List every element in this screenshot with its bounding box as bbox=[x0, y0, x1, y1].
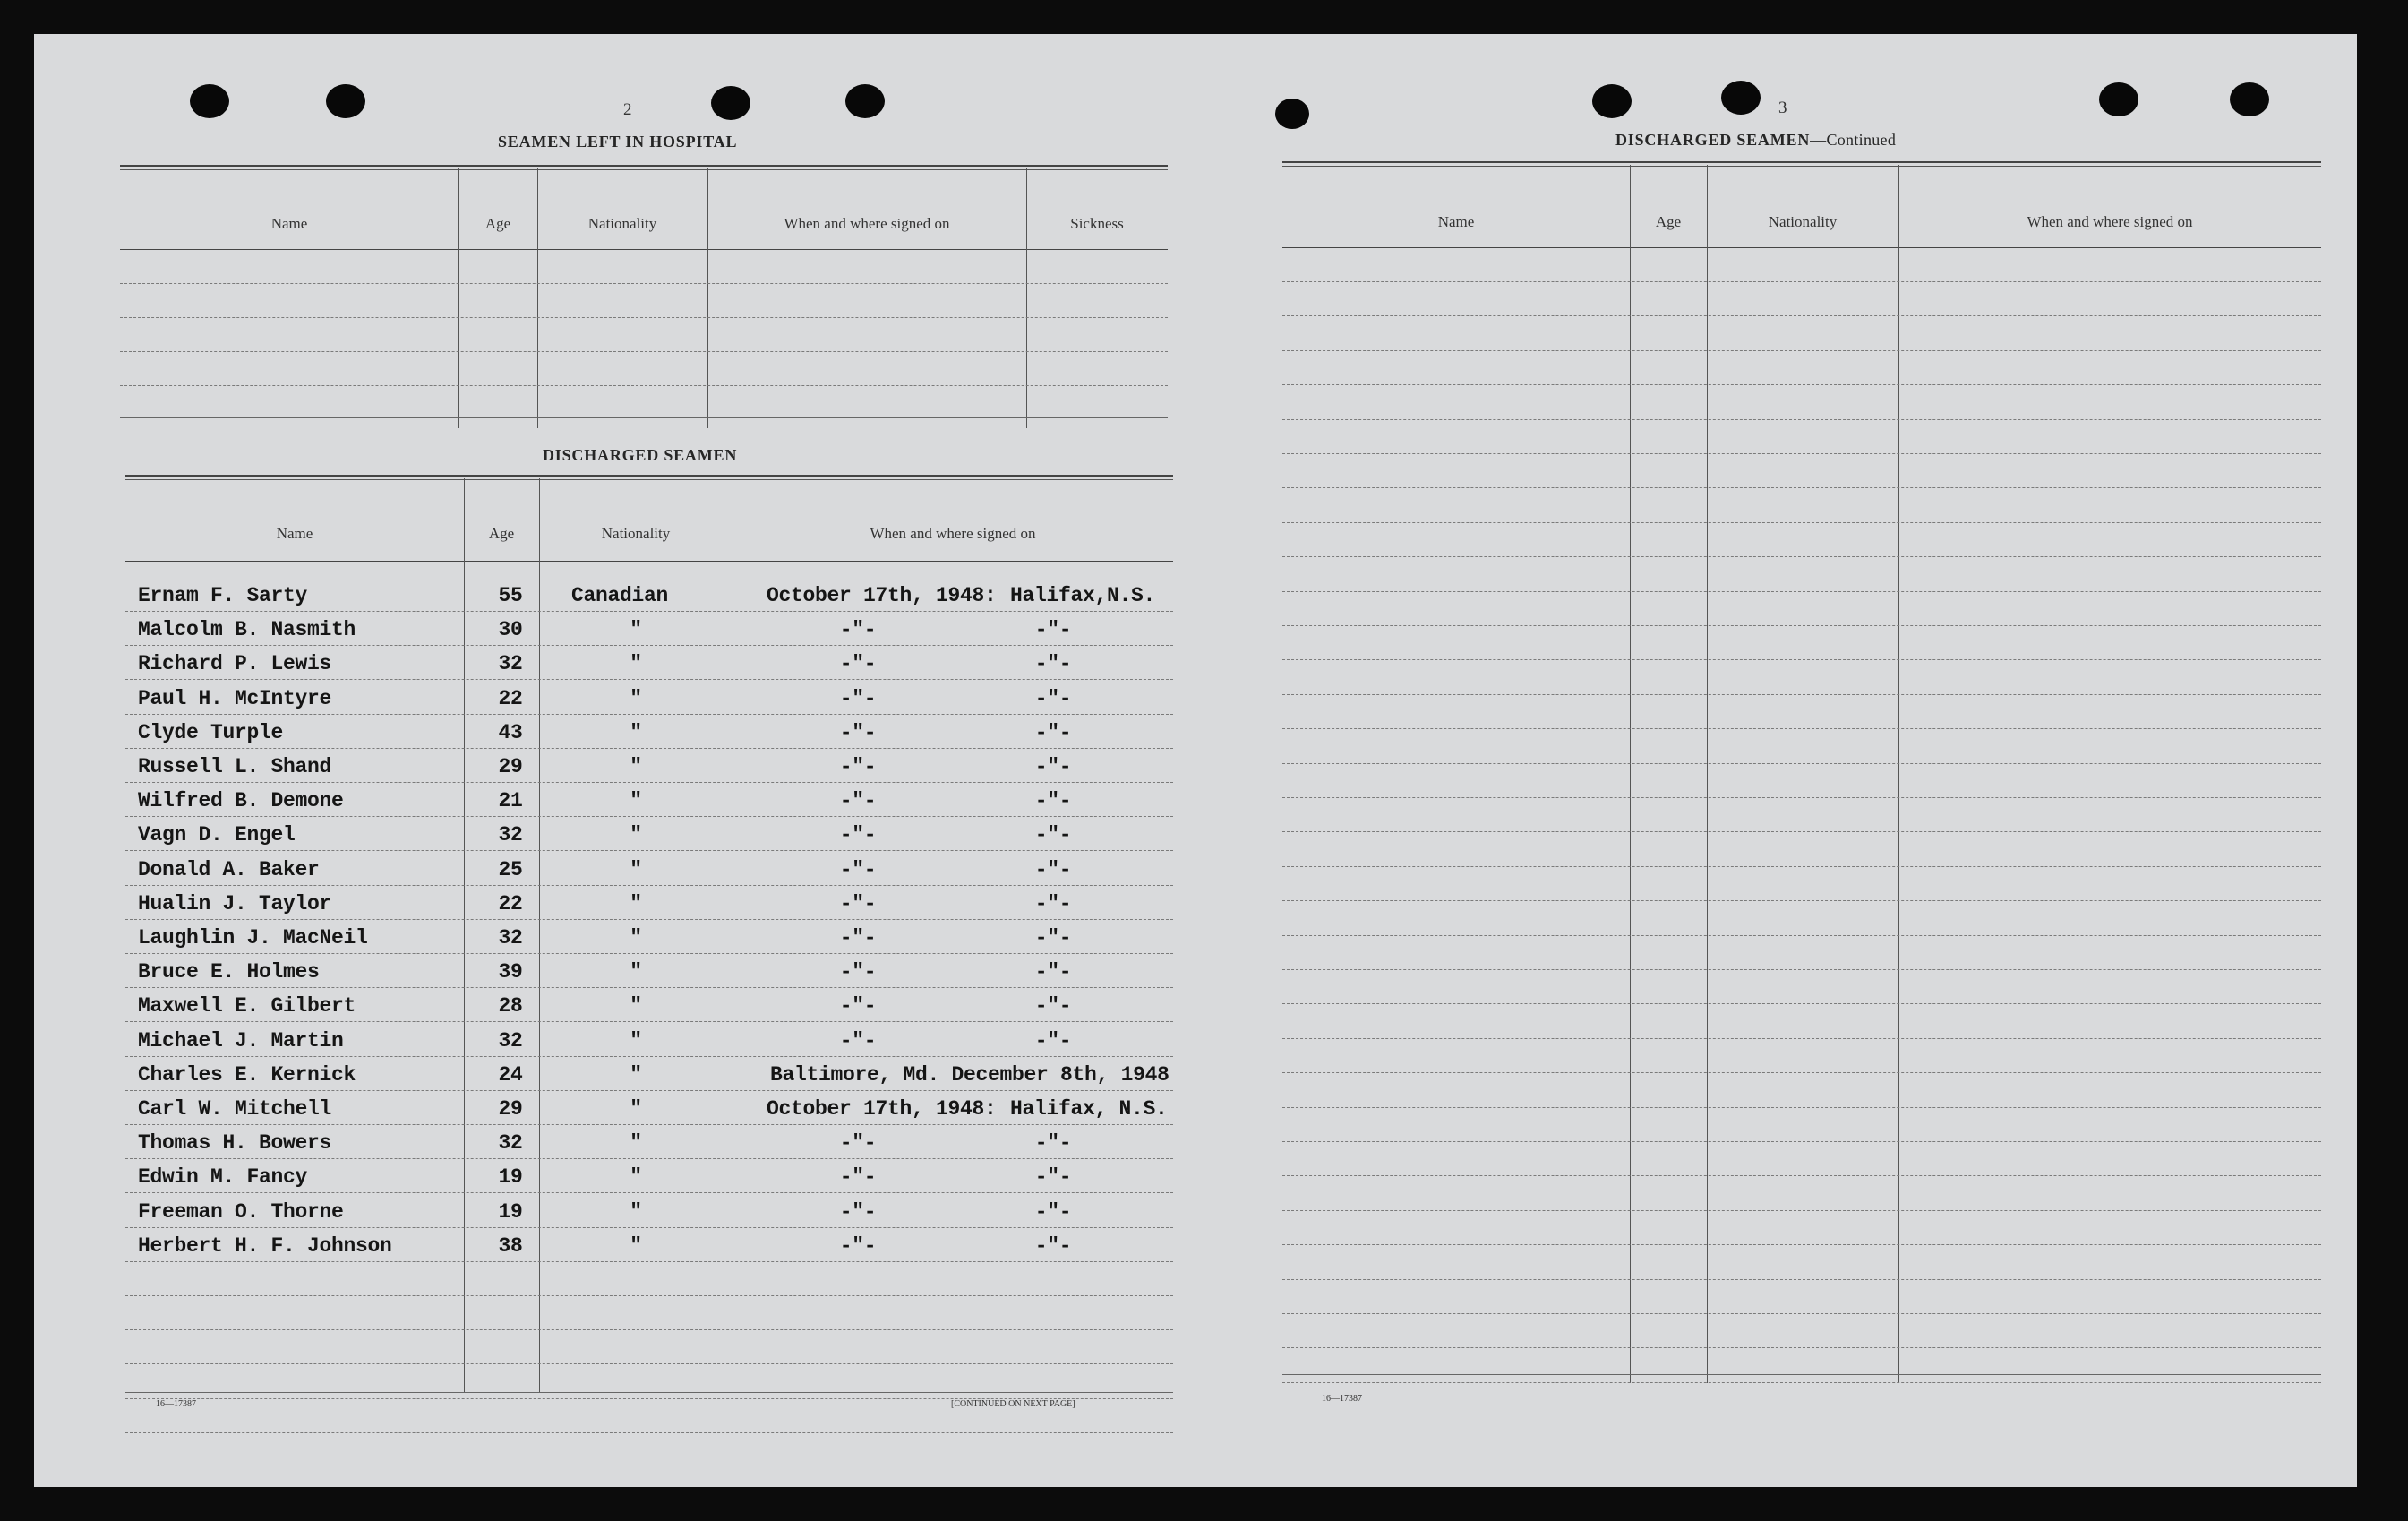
seaman-signed-on-date: -"- bbox=[839, 755, 877, 778]
hospital-col-nationality: Nationality bbox=[587, 215, 657, 232]
seaman-signed-on-date: -"- bbox=[839, 720, 877, 744]
seaman-age: 25 bbox=[498, 857, 523, 881]
seaman-name: Richard P. Lewis bbox=[138, 652, 332, 676]
right-title-main: DISCHARGED SEAMEN bbox=[1615, 131, 1811, 149]
seaman-signed-on-place: -"- bbox=[1034, 1199, 1072, 1224]
seaman-signed-on-place: -"- bbox=[1034, 652, 1072, 676]
seaman-nationality: " bbox=[630, 823, 642, 847]
seaman-signed-on-place: -"- bbox=[1034, 994, 1072, 1018]
seaman-signed-on-place: -"- bbox=[1034, 755, 1072, 778]
seaman-nationality: " bbox=[630, 891, 642, 915]
hospital-section-title: SEAMEN LEFT IN HOSPITAL bbox=[498, 133, 738, 150]
seaman-signed-on-place: -"- bbox=[1034, 686, 1072, 710]
seaman-name: Edwin M. Fancy bbox=[138, 1165, 308, 1190]
discharged-continued-table bbox=[1282, 158, 2321, 1430]
seaman-nationality: " bbox=[630, 1062, 642, 1087]
continued-note: [CONTINUED ON NEXT PAGE] bbox=[951, 1399, 1075, 1409]
hospital-col-sickness: Sickness bbox=[1070, 215, 1124, 232]
seaman-signed-on-date: -"- bbox=[839, 1165, 877, 1190]
punch-hole bbox=[2099, 82, 2138, 116]
right-col-age: Age bbox=[1655, 213, 1682, 230]
seaman-age: 22 bbox=[498, 891, 523, 915]
form-number-left: 16—17387 bbox=[156, 1399, 196, 1409]
seaman-signed-on-place: -"- bbox=[1034, 926, 1072, 950]
discharged-col-name: Name bbox=[276, 525, 313, 542]
seaman-signed-on-place: -"- bbox=[1034, 1233, 1072, 1258]
punch-hole bbox=[1721, 81, 1761, 115]
seaman-signed-on-place: -"- bbox=[1034, 789, 1072, 813]
punch-hole bbox=[2230, 82, 2269, 116]
page-number-left: 2 bbox=[623, 100, 632, 119]
seaman-name: Charles E. Kernick bbox=[138, 1062, 356, 1087]
seaman-signed-on-place: Halifax,N.S. bbox=[1010, 584, 1156, 607]
seaman-nationality: " bbox=[630, 1131, 642, 1156]
hospital-col-signed-on: When and where signed on bbox=[784, 215, 950, 232]
seaman-age: 39 bbox=[498, 960, 523, 984]
seaman-age: 32 bbox=[498, 652, 523, 676]
seaman-signed-on-place: -"- bbox=[1034, 1131, 1072, 1156]
seaman-age: 22 bbox=[498, 686, 523, 710]
hospital-col-age: Age bbox=[484, 215, 511, 232]
seaman-nationality: " bbox=[630, 1028, 642, 1053]
seaman-nationality: " bbox=[630, 720, 642, 744]
seaman-name: Thomas H. Bowers bbox=[138, 1131, 332, 1156]
seaman-nationality: " bbox=[630, 1233, 642, 1258]
seaman-age: 24 bbox=[498, 1062, 523, 1087]
seaman-name: Hualin J. Taylor bbox=[138, 891, 332, 915]
page-number-right: 3 bbox=[1778, 99, 1787, 117]
seaman-name: Carl W. Mitchell bbox=[138, 1097, 332, 1121]
seaman-name: Herbert H. F. Johnson bbox=[138, 1233, 392, 1258]
seaman-signed-on-date: -"- bbox=[839, 994, 877, 1018]
seaman-signed-on-date: -"- bbox=[839, 926, 877, 950]
seaman-age: 28 bbox=[498, 994, 523, 1018]
seaman-signed-on-date: -"- bbox=[839, 618, 877, 642]
discharged-table bbox=[125, 471, 1173, 1431]
seaman-signed-on-date: -"- bbox=[839, 686, 877, 710]
right-section-title bbox=[1615, 131, 1896, 150]
seaman-nationality: " bbox=[630, 618, 642, 642]
seaman-nationality: " bbox=[630, 686, 642, 710]
hospital-table bbox=[120, 159, 1168, 446]
seaman-nationality: " bbox=[630, 926, 642, 950]
punch-hole bbox=[1592, 84, 1632, 118]
right-title-suffix: —Continued bbox=[1810, 131, 1897, 149]
seaman-signed-on-date: -"- bbox=[839, 652, 877, 676]
hospital-col-name: Name bbox=[270, 215, 308, 232]
seaman-nationality: " bbox=[630, 652, 642, 676]
seaman-signed-on-date: -"- bbox=[839, 857, 877, 881]
seaman-nationality: Canadian bbox=[571, 584, 669, 607]
seaman-age: 43 bbox=[498, 720, 523, 744]
punch-hole bbox=[1275, 99, 1309, 129]
right-col-signed-on: When and where signed on bbox=[2027, 213, 2193, 230]
discharged-col-signed-on: When and where signed on bbox=[870, 525, 1036, 542]
discharged-col-nationality: Nationality bbox=[601, 525, 671, 542]
seaman-age: 19 bbox=[498, 1199, 523, 1224]
punch-hole bbox=[190, 84, 229, 118]
seaman-nationality: " bbox=[630, 1165, 642, 1190]
seaman-name: Vagn D. Engel bbox=[138, 823, 296, 847]
punch-hole bbox=[711, 86, 750, 120]
seaman-name: Michael J. Martin bbox=[138, 1028, 344, 1053]
seaman-name: Maxwell E. Gilbert bbox=[138, 994, 356, 1018]
seaman-signed-on-place: -"- bbox=[1034, 1165, 1072, 1190]
right-col-nationality: Nationality bbox=[1768, 213, 1838, 230]
seaman-signed-on-date: October 17th, 1948: bbox=[767, 1097, 997, 1121]
seaman-age: 29 bbox=[498, 755, 523, 778]
seaman-signed-on-place: -"- bbox=[1034, 720, 1072, 744]
seaman-name: Malcolm B. Nasmith bbox=[138, 618, 356, 642]
seaman-age: 29 bbox=[498, 1097, 523, 1121]
seaman-name: Bruce E. Holmes bbox=[138, 960, 320, 984]
seaman-age: 32 bbox=[498, 1028, 523, 1053]
seaman-name: Wilfred B. Demone bbox=[138, 789, 344, 813]
seaman-signed-on-date: -"- bbox=[839, 789, 877, 813]
form-number-right: 16—17387 bbox=[1322, 1394, 1362, 1404]
seaman-age: 30 bbox=[498, 618, 523, 642]
seaman-nationality: " bbox=[630, 1199, 642, 1224]
seaman-signed-on-date: October 17th, 1948: bbox=[767, 584, 997, 607]
seaman-signed-on-place: -"- bbox=[1034, 1028, 1072, 1053]
seaman-name: Clyde Turple bbox=[138, 720, 284, 744]
seaman-age: 38 bbox=[498, 1233, 523, 1258]
seaman-signed-on-place: -"- bbox=[1034, 857, 1072, 881]
seaman-signed-on-place: -"- bbox=[1034, 618, 1072, 642]
seaman-name: Ernam F. Sarty bbox=[138, 584, 308, 607]
document-sheet bbox=[34, 34, 2357, 1487]
seaman-signed-on-place: -"- bbox=[1034, 960, 1072, 984]
seaman-signed-on-place: Halifax, N.S. bbox=[1010, 1097, 1168, 1121]
seaman-nationality: " bbox=[630, 755, 642, 778]
seaman-age: 21 bbox=[498, 789, 523, 813]
seaman-age: 19 bbox=[498, 1165, 523, 1190]
seaman-signed-on-date: -"- bbox=[839, 891, 877, 915]
discharged-section-title: DISCHARGED SEAMEN bbox=[543, 446, 738, 464]
seaman-signed-on-date: -"- bbox=[839, 1199, 877, 1224]
seaman-name: Freeman O. Thorne bbox=[138, 1199, 344, 1224]
seaman-age: 55 bbox=[498, 584, 523, 607]
seaman-signed-on-place: -"- bbox=[1034, 891, 1072, 915]
seaman-signed-on-date: -"- bbox=[839, 960, 877, 984]
seaman-age: 32 bbox=[498, 823, 523, 847]
seaman-signed-on-date: -"- bbox=[839, 1233, 877, 1258]
seaman-signed-on-date: -"- bbox=[839, 1131, 877, 1156]
seaman-nationality: " bbox=[630, 960, 642, 984]
seaman-name: Laughlin J. MacNeil bbox=[138, 926, 368, 950]
seaman-age: 32 bbox=[498, 926, 523, 950]
right-col-name: Name bbox=[1437, 213, 1475, 230]
punch-hole bbox=[326, 84, 365, 118]
seaman-name: Paul H. McIntyre bbox=[138, 686, 332, 710]
discharged-col-age: Age bbox=[488, 525, 515, 542]
seaman-name: Russell L. Shand bbox=[138, 755, 332, 778]
seaman-age: 32 bbox=[498, 1131, 523, 1156]
seaman-signed-on-date: -"- bbox=[839, 1028, 877, 1053]
seaman-nationality: " bbox=[630, 1097, 642, 1121]
seaman-signed-on-place: -"- bbox=[1034, 823, 1072, 847]
seaman-nationality: " bbox=[630, 857, 642, 881]
seaman-signed-on-date: Baltimore, Md. December 8th, 1948 bbox=[770, 1062, 1170, 1087]
seaman-name: Donald A. Baker bbox=[138, 857, 320, 881]
seaman-nationality: " bbox=[630, 789, 642, 813]
punch-hole bbox=[845, 84, 885, 118]
seaman-signed-on-date: -"- bbox=[839, 823, 877, 847]
seaman-nationality: " bbox=[630, 994, 642, 1018]
